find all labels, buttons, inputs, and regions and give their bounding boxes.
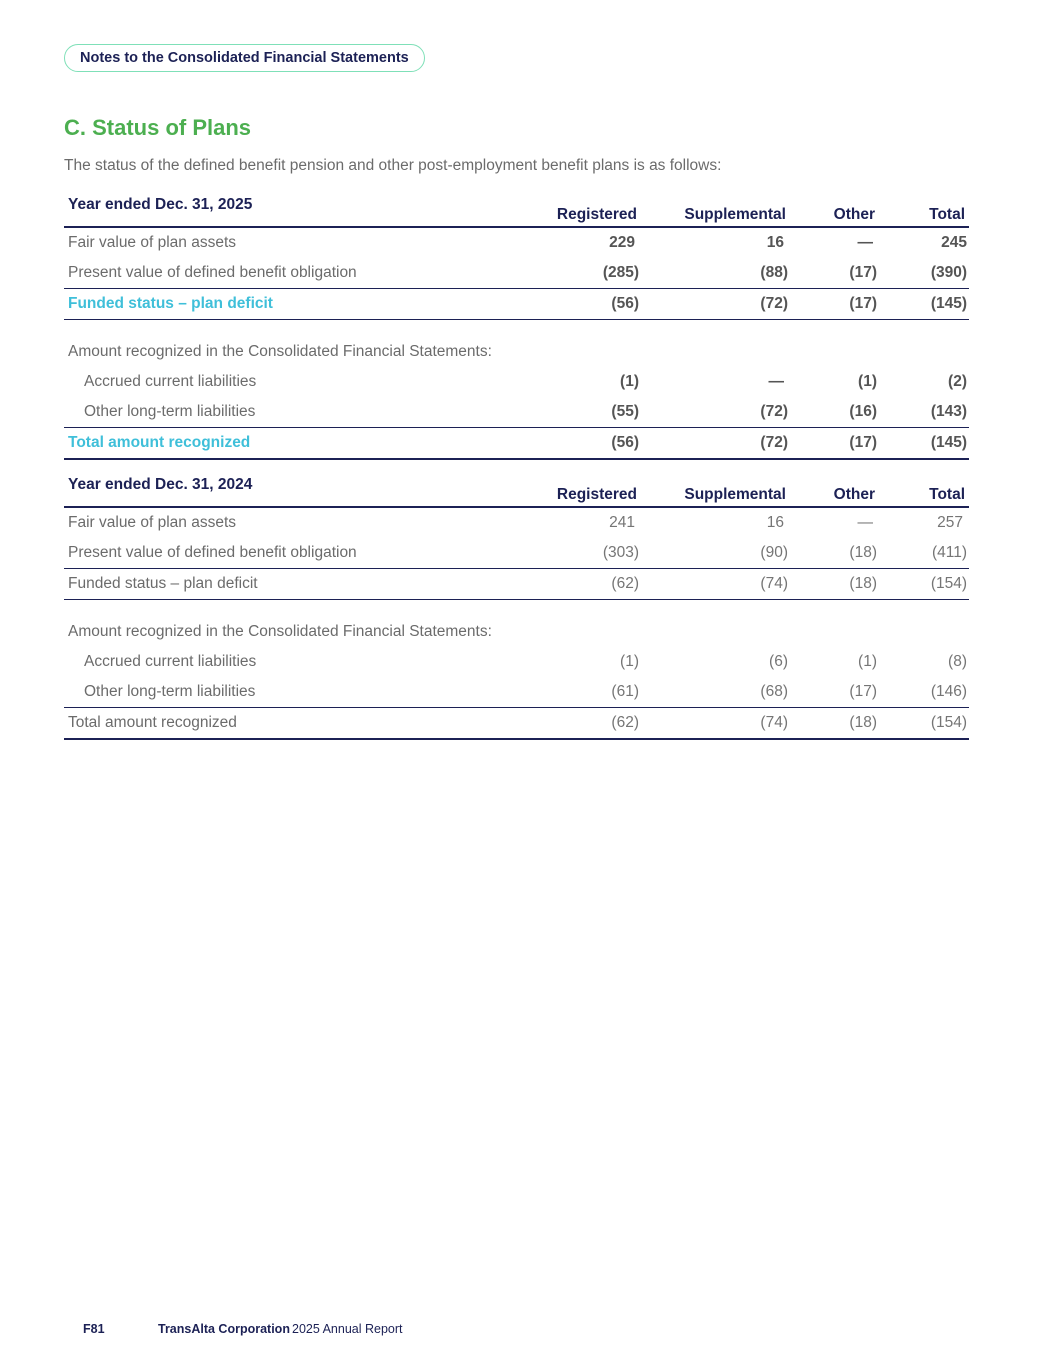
value-supplemental: — (768, 373, 784, 390)
value-registered: (56) (509, 289, 641, 320)
year-label: Year ended Dec. 31, 2024 (64, 472, 509, 507)
row-label: Total amount recognized (64, 428, 509, 460)
section-label: Notes to the Consolidated Financial Statements (80, 50, 409, 66)
value-other: (1) (858, 653, 877, 670)
recognized-heading-row (64, 337, 969, 367)
section-label-pill (64, 44, 425, 72)
table-header-row (64, 472, 969, 507)
row-label: Funded status – plan deficit (64, 289, 509, 320)
value-supplemental: (74) (641, 708, 790, 740)
value-total: (145) (879, 289, 969, 320)
section-heading: C. Status of Plans (64, 115, 252, 140)
row-label: Other long-term liabilities (84, 683, 256, 700)
table-row (64, 397, 969, 428)
funded-status-row (64, 569, 969, 600)
table-row (64, 507, 969, 538)
value-total: (2) (948, 373, 967, 390)
value-total: (146) (930, 683, 967, 700)
value-supplemental: (90) (760, 544, 788, 561)
value-other: — (857, 514, 873, 531)
total-recognized-row (64, 708, 969, 740)
value-other: (17) (790, 428, 879, 460)
value-registered: (62) (509, 569, 641, 600)
column-header-other: Other (790, 192, 879, 227)
value-supplemental: (72) (760, 403, 788, 420)
column-header-supplemental: Supplemental (641, 472, 790, 507)
row-label: Present value of defined benefit obligation (68, 544, 357, 561)
row-label: Total amount recognized (64, 708, 509, 740)
funded-status-row (64, 289, 969, 320)
row-label: Accrued current liabilities (84, 653, 257, 670)
value-supplemental: (72) (641, 289, 790, 320)
value-registered: 229 (609, 234, 635, 251)
row-label: Fair value of plan assets (68, 234, 237, 251)
recognized-heading: Amount recognized in the Consolidated Financial Statements: (68, 623, 492, 640)
value-supplemental: (74) (641, 569, 790, 600)
row-label: Funded status – plan deficit (64, 569, 509, 600)
value-other: (16) (849, 403, 877, 420)
value-total: (145) (879, 428, 969, 460)
row-label: Present value of defined benefit obligation (68, 264, 357, 281)
column-header-other: Other (790, 472, 879, 507)
value-supplemental: (88) (760, 264, 788, 281)
value-registered: (1) (620, 373, 639, 390)
value-total: 245 (941, 234, 967, 251)
footer-page-number: F81 (83, 1322, 105, 1336)
value-registered: (61) (611, 683, 639, 700)
value-registered: (55) (611, 403, 639, 420)
value-registered: 241 (609, 514, 635, 531)
column-header-supplemental: Supplemental (641, 192, 790, 227)
table-row (64, 677, 969, 708)
value-supplemental: (68) (760, 683, 788, 700)
column-header-total: Total (879, 472, 969, 507)
value-registered: (62) (509, 708, 641, 740)
table-row (64, 367, 969, 397)
row-label: Accrued current liabilities (84, 373, 257, 390)
value-total: (154) (879, 569, 969, 600)
value-other: (17) (849, 683, 877, 700)
table-row (64, 538, 969, 569)
value-total: (8) (948, 653, 967, 670)
plan-status-table-2025 (64, 192, 969, 460)
value-total: (143) (930, 403, 967, 420)
value-supplemental: (72) (641, 428, 790, 460)
value-supplemental: (6) (769, 653, 788, 670)
recognized-heading: Amount recognized in the Consolidated Financial Statements: (68, 343, 492, 360)
row-label: Fair value of plan assets (68, 514, 237, 531)
value-other: (18) (790, 569, 879, 600)
footer-company: TransAlta Corporation (158, 1322, 290, 1336)
column-header-total: Total (879, 192, 969, 227)
section-intro: The status of the defined benefit pension and other post-employment benefit plans is as follows: (64, 157, 722, 174)
plan-status-table-2024 (64, 472, 969, 740)
table-row (64, 227, 969, 258)
value-other: (1) (858, 373, 877, 390)
value-registered: (303) (602, 544, 639, 561)
value-supplemental: 16 (766, 514, 784, 531)
column-header-registered: Registered (509, 472, 641, 507)
value-other: (17) (849, 264, 877, 281)
value-total: 257 (937, 514, 963, 531)
value-registered: (56) (509, 428, 641, 460)
value-total: (411) (931, 544, 967, 561)
column-header-registered: Registered (509, 192, 641, 227)
recognized-heading-row (64, 617, 969, 647)
value-supplemental: 16 (766, 234, 784, 251)
value-other: (18) (790, 708, 879, 740)
table-row (64, 258, 969, 289)
value-registered: (285) (602, 264, 639, 281)
value-total: (390) (930, 264, 967, 281)
value-other: (18) (849, 544, 877, 561)
value-other: (17) (790, 289, 879, 320)
value-registered: (1) (620, 653, 639, 670)
table-row (64, 647, 969, 677)
year-label: Year ended Dec. 31, 2025 (64, 192, 509, 227)
value-total: (154) (879, 708, 969, 740)
total-recognized-row (64, 428, 969, 460)
table-header-row (64, 192, 969, 227)
footer-report-title: 2025 Annual Report (292, 1322, 403, 1336)
value-other: — (857, 234, 873, 251)
row-label: Other long-term liabilities (84, 403, 256, 420)
